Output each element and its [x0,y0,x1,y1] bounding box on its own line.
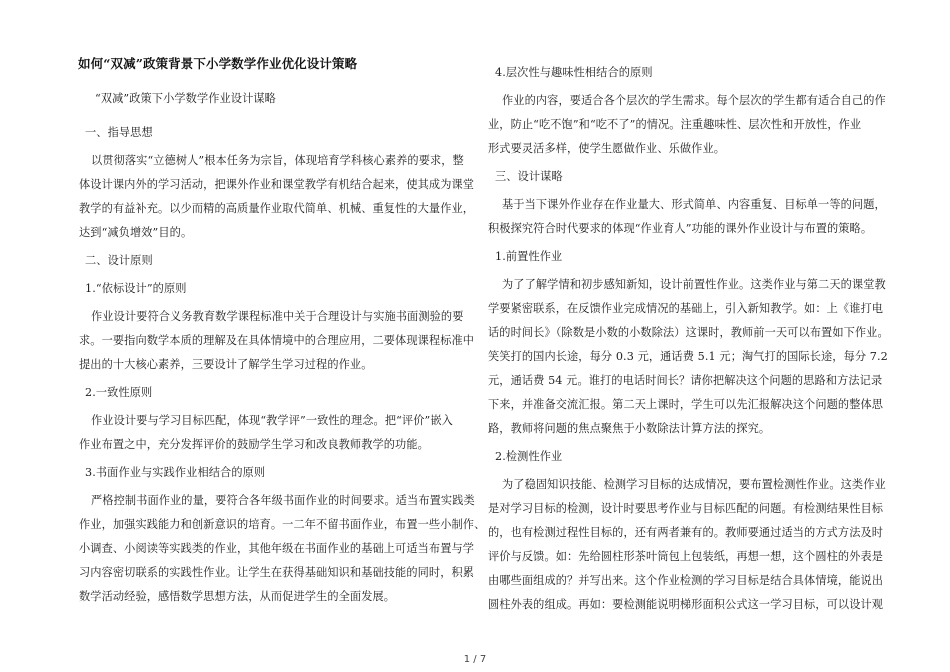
paragraph-line: 由哪些面组成的？并写出来。这个作业检测的学习目标是结合具体情境，能说出 [488,574,884,587]
section-heading-principles: 二、设计原则 [85,254,153,267]
paragraph-line: 形式要灵活多样，使学生愿做作业、乐做作业。 [488,142,726,155]
subheading: 2.检测性作业 [495,450,563,463]
page-indicator: 1 / 7 [463,654,487,665]
paragraph-line: 达到“减负增效”目的。 [79,226,193,239]
paragraph-line: 数学活动经验，感悟数学思想方法，从而促进学生的全面发展。 [79,590,396,603]
subheading: 2.一致性原则 [85,386,153,399]
paragraph-line: 学要紧密联系，在反馈作业完成情况的基础上，引入新知教学。如：上《谁打电 [488,302,884,315]
subheading: 3.书面作业与实践作业相结合的原则 [85,466,266,479]
subheading: 1.前置性作业 [495,250,563,263]
paragraph-line: 求。一要指向数学本质的理解及在具体情境中的合理应用，二要体现课程标准中 [79,334,475,347]
paragraph-line: 作业的内容，要适合各个层次的学生需求。每个层次的学生都有适合自己的作 [502,94,886,107]
paragraph-line: 积极探究符合时代要求的体现“作业育人”功能的课外作业设计与布置的策略。 [488,222,873,235]
paragraph-line: 体设计课内外的学习活动，把课外作业和课堂教学有机结合起来，使其成为课堂 [79,178,475,191]
document-title: 如何“双减”政策背景下小学数学作业优化设计策略 [78,56,358,71]
paragraph-line: 评价与反馈。如：先给圆柱形茶叶筒包上包装纸，再想一想，这个圆柱的外表是 [488,550,884,563]
section-heading-guiding: 一、指导思想 [85,126,153,139]
paragraph-line: 圆柱外表的组成。再如：要检测能说明梯形面积公式这一学习目标，可以设计观 [488,598,884,611]
subheading: 4.层次性与趣味性相结合的原则 [495,66,653,79]
paragraph-line: 为了稳固知识技能、检测学习目标的达成情况，要布置检测性作业。这类作业 [502,478,886,491]
paragraph-line: 小调查、小阅读等实践类的作业，其他年级在书面作业的基础上可适当布置与学 [79,542,475,555]
paragraph-line: 教学的有益补充。以少而精的高质量作业取代简单、机械、重复性的大量作业， [79,202,475,215]
paragraph-line: 基于当下课外作业存在作业量大、形式简单、内容重复、目标单一等的问题， [502,198,886,211]
subtitle: “双减”政策下小学数学作业设计谋略 [95,92,276,105]
paragraph-line: 以贯彻落实“立德树人”根本任务为宗旨，体现培育学科核心素养的要求，整 [91,154,464,167]
paragraph-line: 作业布置之中，充分发挥评价的鼓励学生学习和改良教师教学的功能。 [79,438,429,451]
paragraph-line: 为了了解学情和初步感知新知，设计前置性作业。这类作业与第二天的课堂教 [502,278,886,291]
paragraph-line: 下来，并准备交流汇报。第二天上课时，学生可以先汇报解决这个问题的整体思 [488,398,884,411]
paragraph-line: 作业，加强实践能力和创新意识的培育。一二年不留书面作业，布置一些小制作、 [79,518,486,531]
paragraph-line: 路，教师将问题的焦点聚焦于小数除法计算方法的探究。 [488,422,771,435]
paragraph-line: 提出的十大核心素养，三要设计了解学生学习过程的作业。 [79,358,373,371]
paragraph-line: 作业设计要符合义务教育数学课程标准中关于合理设计与实施书面测验的要 [91,310,464,323]
paragraph-line: 业，防止“吃不饱”和“吃不了”的情况。注重趣味性、层次性和开放性，作业 [488,118,862,131]
paragraph-line: 习内容密切联系的实践性作业。让学生在获得基础知识和基础技能的同时，积累 [79,566,475,579]
paragraph-line: 是对学习目标的检测，设计时要思考作业与目标匹配的问题。有检测结果性目标 [488,502,884,515]
paragraph-line: 严格控制书面作业的量，要符合各年级书面作业的时间要求。适当布置实践类 [91,494,475,507]
subheading: 1.“依标设计”的原则 [85,282,187,295]
paragraph-line: 话的时间长》（除数是小数的小数除法）这课时，教师前一天可以布置如下作业。 [488,326,889,339]
paragraph-line: 笑笑打的国内长途，每分 0.3 元，通话费 5.1 元；淘气打的国际长途，每分 7.2 [488,350,888,363]
section-heading-strategy: 三、设计谋略 [495,170,563,183]
paragraph-line: 的，也有检测过程性目标的，还有两者兼有的。教师要通过适当的方式方法及时 [488,526,884,539]
paragraph-line: 元，通话费 54 元。谁打的电话时间长？请你把解决这个问题的思路和方法记录 [488,374,883,387]
paragraph-line: 作业设计要与学习目标匹配，体现“教学评”一致性的理念。把“评价”嵌入 [91,414,453,427]
